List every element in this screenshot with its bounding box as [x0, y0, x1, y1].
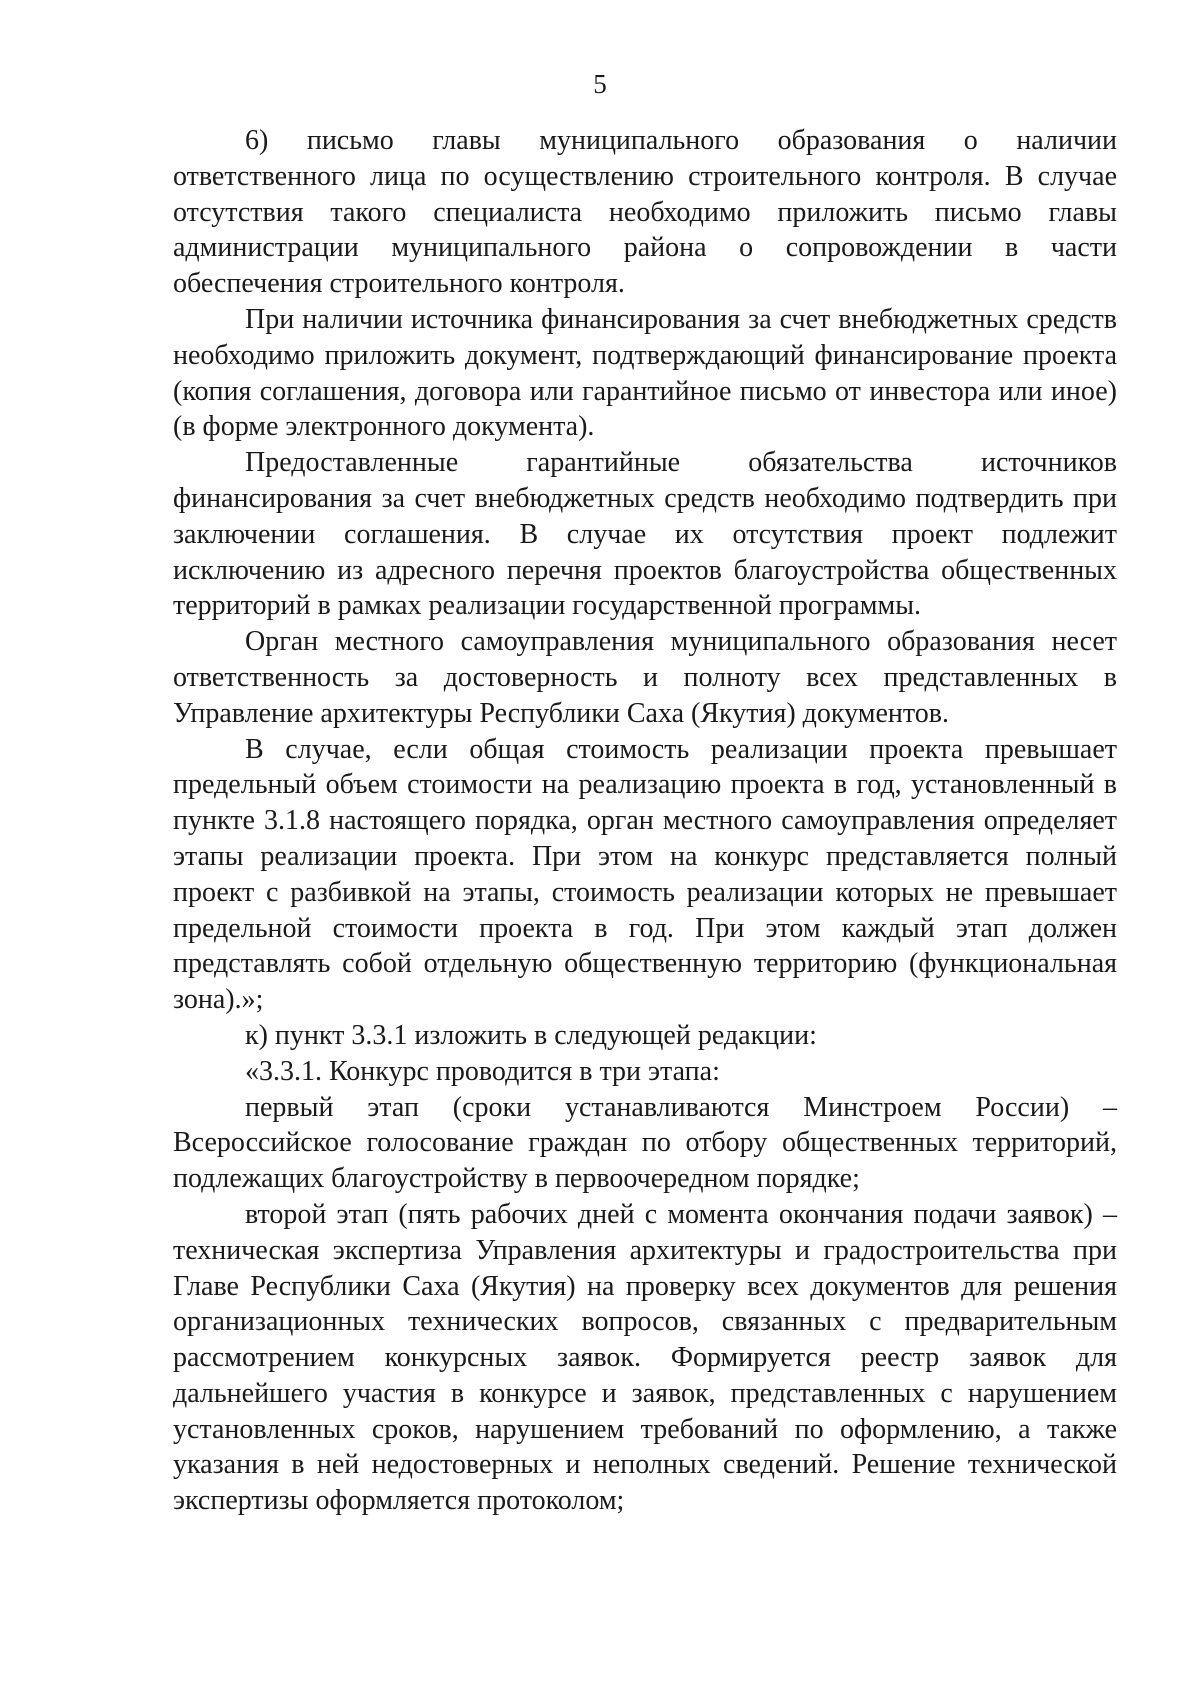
- page-number: 5: [593, 69, 607, 99]
- paragraph-second-stage: второй этап (пять рабочих дней с момента окончания подачи заявок) – техническая экспертиза Управления архитектуры и градостроительства при Главе Республики Саха (Якутия) на проверку всех документов для решения организационных технических вопросов, связанных с предварительным рассмотрением конкурсных заявок. Формируется реестр заявок для дальнейшего участия в конкурсе и заявок, представленных с нарушением установленных сроков, нарушением требований по оформлению, а также указания в ней недостоверных и неполных сведений. Решение технической экспертизы оформляется протоколом;: [173, 1198, 1117, 1517]
- document-body: [173, 123, 1117, 1519]
- paragraph-project-stages: В случае, если общая стоимость реализации проекта превышает предельный объем стоимости на реализацию проекта в год, установленный в пункте 3.1.8 настоящего порядка, орган местного самоуправления определяет этапы реализации проекта. При этом на конкурс представляется полный проект с разбивкой на этапы, стоимость реализации которых не превышает предельной стоимости проекта в год. При этом каждый этап должен представлять собой отдельную общественную территорию (функциональная зона).»;: [173, 733, 1117, 1016]
- paragraph-item-6-letter: 6) письмо главы муниципального образования о наличии ответственного лица по осуществлению строительного контроля. В случае отсутствия такого специалиста необходимо приложить письмо главы администрации муниципального района о сопровождении в части обеспечения строительного контроля.: [173, 125, 1117, 300]
- paragraph-amendment-3-3-1: к) пункт 3.3.1 изложить в следующей редакции:: [245, 1019, 817, 1051]
- paragraph-guarantee-obligations: Предоставленные гарантийные обязательства источников финансирования за счет внебюджетных средств необходимо подтвердить при заключении соглашения. В случае их отсутствия проект подлежит исключению из адресного перечня проектов благоустройства общественных территорий в рамках реализации государственной программы.: [173, 447, 1117, 622]
- paragraph-first-stage: первый этап (сроки устанавливаются Минстроем России) – Всероссийское голосование граждан по отбору общественных территорий, подлежащих благоустройству в первоочередном порядке;: [173, 1091, 1117, 1195]
- paragraph-local-authority-responsibility: Орган местного самоуправления муниципального образования несет ответственность за достоверность и полноту всех представленных в Управление архитектуры Республики Саха (Якутия) документов.: [173, 626, 1117, 729]
- paragraph-extrabudgetary-funding: При наличии источника финансирования за счет внебюджетных средств необходимо приложить документ, подтверждающий финансирование проекта (копия соглашения, договора или гарантийное письмо от инвестора или иное) (в форме электронного документа).: [173, 303, 1117, 443]
- paragraph-contest-three-stages: «3.3.1. Конкурс проводится в три этапа:: [245, 1055, 720, 1087]
